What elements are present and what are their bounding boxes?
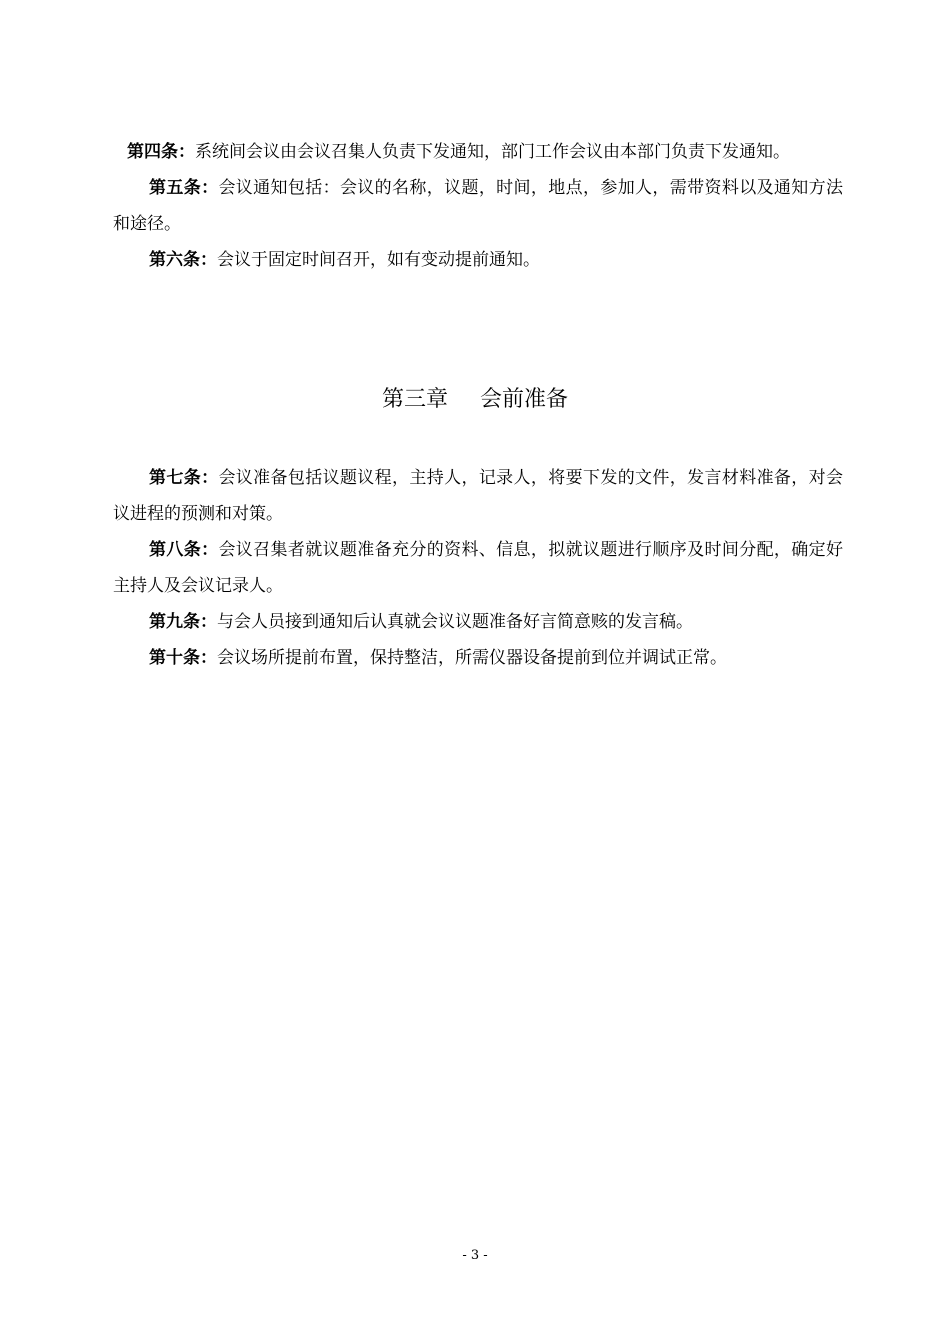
article-4 xyxy=(113,134,843,170)
article-8-lead: 第八条： xyxy=(149,540,219,560)
chapter-number: 第三章 xyxy=(381,387,448,412)
article-7-lead: 第七条： xyxy=(149,468,219,488)
article-10-lead: 第十条： xyxy=(149,648,217,668)
article-4-lead: 第四条： xyxy=(127,142,195,162)
article-5-text: 会议通知包括：会议的名称，议题，时间，地点，参加人，需带资料以及通知方法和途径。 xyxy=(113,178,843,234)
article-6-text: 会议于固定时间召开，如有变动提前通知。 xyxy=(217,250,540,270)
article-7-text: 会议准备包括议题议程，主持人，记录人，将要下发的文件，发言材料准备，对会议进程的预测和对策。 xyxy=(113,468,843,524)
article-10-text: 会议场所提前布置，保持整洁，所需仪器设备提前到位并调试正常。 xyxy=(217,648,727,668)
article-5-lead: 第五条： xyxy=(149,178,219,198)
article-9 xyxy=(113,604,843,640)
article-5 xyxy=(113,170,843,242)
article-8 xyxy=(113,532,843,604)
article-6 xyxy=(113,242,843,278)
article-6-lead: 第六条： xyxy=(149,250,217,270)
page-number: - 3 - xyxy=(462,1248,488,1263)
article-7 xyxy=(113,460,843,532)
article-8-text: 会议召集者就议题准备充分的资料、信息，拟就议题进行顺序及时间分配，确定好主持人及会议记录人。 xyxy=(113,540,843,596)
article-section-top xyxy=(113,134,843,278)
article-10 xyxy=(113,640,843,676)
chapter-title: 会前准备 xyxy=(480,387,569,412)
article-9-text: 与会人员接到通知后认真就会议议题准备好言简意赅的发言稿。 xyxy=(217,612,693,632)
article-9-lead: 第九条： xyxy=(149,612,217,632)
chapter-heading xyxy=(0,382,950,418)
article-section-bottom xyxy=(113,460,843,676)
article-4-text: 系统间会议由会议召集人负责下发通知，部门工作会议由本部门负责下发通知。 xyxy=(195,142,790,162)
